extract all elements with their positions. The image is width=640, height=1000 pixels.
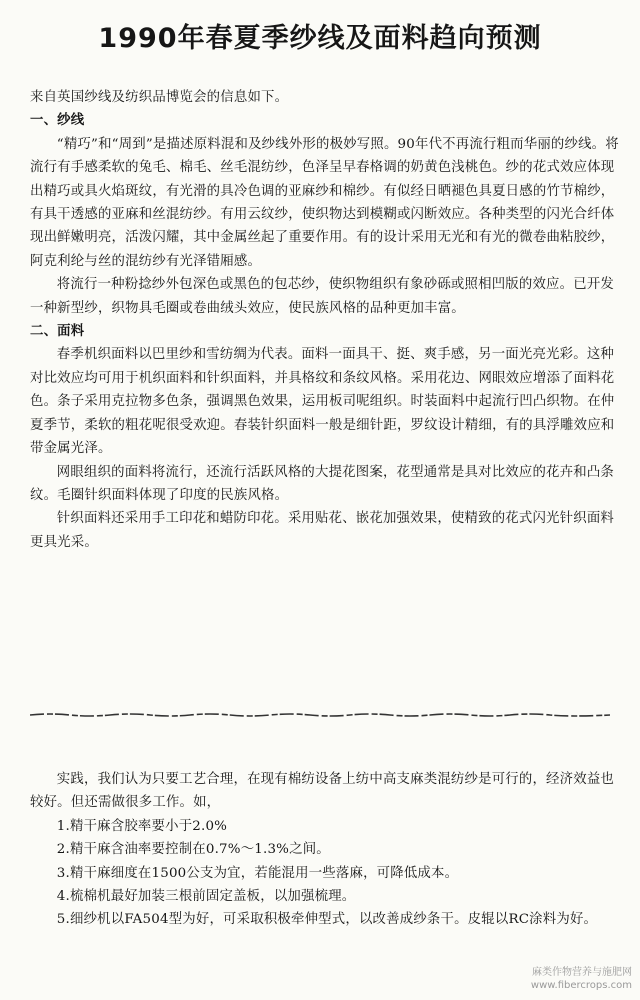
yarn-paragraph-2: 将流行一种粉捻纱外包深色或黑色的包芯纱，使织物组织有象砂砾或照相凹版的效应。已开发一种新型纱，织物具毛圈或卷曲绒头效应，使民族风格的品种更加丰富。 xyxy=(30,277,615,316)
intro-paragraph: 来自英国纱线及纺织品博览会的信息如下。 xyxy=(30,90,289,105)
fabric-paragraph-3: 针织面料还采用手工印花和蜡防印花。采用贴花、嵌花加强效果，使精致的花式闪光针织面料更具光采。 xyxy=(30,511,615,550)
yarn-paragraph-1: “精巧”和“周到”是描述原料混和及纱线外形的极妙写照。90年代不再流行粗而华丽的纱线。将流行有手感柔软的兔毛、棉毛、丝毛混纺纱，色泽呈早春格调的奶黄色浅桃色。纱的花式效应体现出精巧或具火焰斑纹，有光滑的具冷色调的亚麻纱和棉纱。有似经日晒褪色具夏日感的竹节棉纱，有具干透感的亚麻和丝混纺纱。有用云纹纱，使织物达到模糊或闪断效应。各种类型的闪光合纤体现出鲜嫩明亮，活泼闪耀，其中金属丝起了重要作用。有的设计采用无光和有光的微卷曲粘胶纱，阿克利纶与丝的混纺纱有光泽错厢感。 xyxy=(30,136,619,269)
list-item: 3.精干麻细度在1500公支为宜，若能混用一些落麻，可降低成本。 xyxy=(56,865,459,881)
list-item: 1.精干麻含胶率要小于2.0% xyxy=(56,818,228,834)
site-watermark: 麻类作物营养与施肥网 www.fibercrops.com xyxy=(530,967,632,991)
section-heading-yarn: 一、纱线 xyxy=(30,113,85,129)
part2-text xyxy=(30,768,620,932)
fabric-paragraph-1: 春季机织面料以巴里纱和雪纺绸为代表。面料一面具干、挺、爽手感，另一面光亮光彩。这种对比效应均可用于机织面料和针织面料，并具格纹和条纹风格。采用花边、网眼效应增添了面料花色。条子采用克拉物多色条，强调黑色效果，运用板司呢组织。时装面料中起流行凹凸织物。在仲夏季节，柔软的粗花呢很受欢迎。春装针织面料一般是细针距，罗纹设计精细，有的具浮雕效应和带金属光泽。 xyxy=(30,347,615,457)
list-item: 2.精干麻含油率要控制在0.7%～1.3%之间。 xyxy=(56,842,330,858)
list-item: 5.细纱机以FA504型为好，可采取积极牵伸型式，以改善成纱条干。皮辊以RC涂料为好。 xyxy=(56,912,598,928)
torn-divider-line xyxy=(30,712,610,718)
list-item: 4.梳棉机最好加装三根前固定盖板，以加强梳理。 xyxy=(56,889,356,905)
document-title: 1990年春夏季纱线及面料趋向预测 xyxy=(98,23,542,54)
part1-text xyxy=(30,86,620,554)
section-heading-fabric: 二、面料 xyxy=(30,324,85,340)
practice-paragraph: 实践，我们认为只要工艺合理，在现有棉纺设备上纺中高支麻类混纺纱是可行的，经济效益也较好。但还需做很多工作。如， xyxy=(30,772,615,811)
fabric-paragraph-2: 网眼组织的面料将流行，还流行活跃风格的大提花图案，花型通常是具对比效应的花卉和凸条纹。毛圈针织面料体现了印度的民族风格。 xyxy=(30,464,615,503)
